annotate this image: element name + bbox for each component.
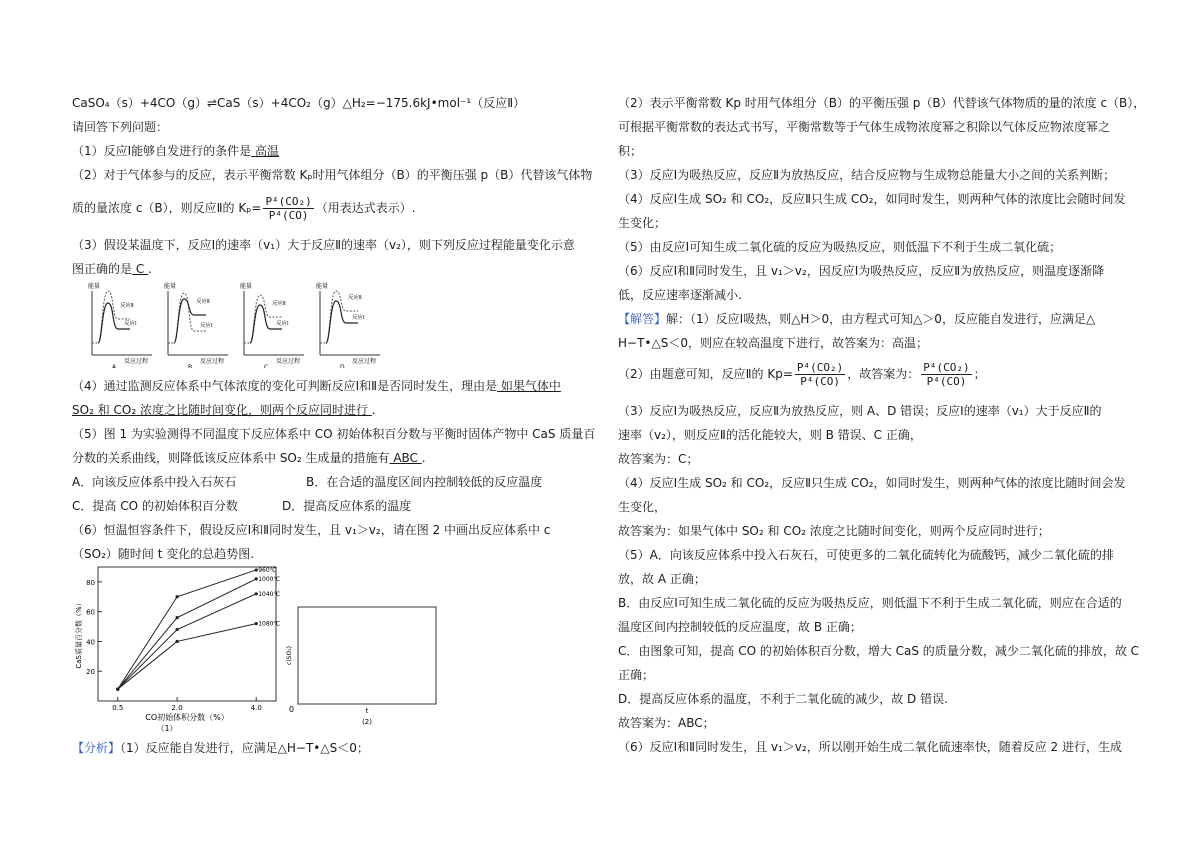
right-line-3: 积；	[618, 144, 643, 158]
options-ab	[72, 474, 543, 490]
answer-4-part2: SO₂ 和 CO₂ 浓度之比随时间变化，则两个反应同时进行	[72, 403, 372, 417]
right-line-19: （5）A．向该反应体系中投入石灰石，可使更多的二氧化硫转化为硫酸钙，减少二氧化硫的排	[618, 548, 1114, 562]
kp-answer-label: ，故答案为：	[847, 367, 920, 381]
question-2-text: 质的量浓度 c（B），则反应Ⅱ的 Kₚ=	[72, 201, 262, 215]
label-reaction-2: 反应Ⅱ	[348, 295, 362, 301]
process-axis-label: 反应过程	[276, 358, 301, 365]
label-reaction-2: 反应Ⅱ	[272, 301, 286, 307]
process-axis-label: 反应过程	[124, 358, 149, 365]
panel-letter: D	[340, 364, 345, 368]
options-cd	[72, 498, 412, 514]
energy-panel-B	[164, 282, 228, 368]
panel-letter: C	[264, 364, 269, 368]
question-6-line2: （SO₂）随时间 t 变化的总趋势图.	[72, 547, 255, 561]
period: .	[371, 403, 376, 417]
answer-text: 解：（1）反应Ⅰ吸热，则△H＞0，由方程式可知△＞0，反应能自发进行，应满足△	[666, 312, 1096, 326]
reaction-equation-2: CaSO₄（s）+4CO（g）⇌CaS（s）+4CO₂（g）△H₂=−175.6kJ•mol⁻¹（反应Ⅱ）	[72, 96, 526, 110]
energy-panel-A	[88, 282, 152, 368]
series-label: 1000℃	[258, 575, 281, 583]
question-3-text: 图正确的是	[72, 262, 133, 276]
right-line-11: H−T•△S＜0，则应在较高温度下进行，故答案为：高温；	[618, 336, 928, 350]
kp-numerator: P⁴(CO₂)	[265, 195, 312, 208]
curve-reaction-2	[92, 291, 130, 343]
energy-panel-C	[240, 282, 304, 368]
series-point	[116, 687, 119, 690]
right-line-2: 可根据平衡常数的表达式书写，平衡常数等于气体生成物浓度幂之积除以气体反应物浓度幂之	[618, 120, 1111, 134]
question-2-line1: （2）对于气体参与的反应，表示平衡常数 Kₚ时用气体组分（B）的平衡压强 p（B）代替该气体物	[72, 168, 593, 182]
right-line-20: 放，故 A 正确；	[618, 572, 706, 586]
figure-2-frame	[298, 607, 436, 704]
question-3-line1: （3）假设某温度下，反应Ⅰ的速率（v₁）大于反应Ⅱ的速率（v₂），则下列反应过程能量变化示意	[72, 238, 575, 252]
question-3-line2	[72, 261, 152, 277]
right-line-22: 温度区间内控制较低的反应温度，故 B 正确；	[618, 620, 862, 634]
right-line-12	[618, 358, 986, 390]
right-line-17: 生变化，	[618, 500, 667, 514]
energy-axis-label: 能量	[88, 283, 101, 290]
right-line-6: 生变化；	[618, 216, 667, 230]
x-tick-label: 2.0	[171, 704, 183, 712]
right-line-21: B．由反应Ⅰ可知生成二氧化硫的反应为吸热反应，则低温下不利于生成二氧化硫，则应在合适的	[618, 596, 1122, 610]
question-4-text: （4）通过监测反应体系中气体浓度的变化可判断反应Ⅰ和Ⅱ是否同时发生，理由是	[72, 379, 498, 393]
series-label: 960℃	[258, 566, 277, 574]
y-tick-label: 60	[86, 608, 95, 617]
question-5-line1: （5）图 1 为实验测得不同温度下反应体系中 CO 初始体积百分数与平衡时固体产物中 CaS 质量百	[72, 427, 596, 441]
kp-intro: （2）由题意可知，反应Ⅱ的 Kp=	[618, 367, 793, 381]
right-line-27: （6）反应Ⅰ和Ⅱ同时发生，且 v₁＞v₂，所以刚开始生成二氧化硫速率快，随着反应 2 进行，生成	[618, 740, 1122, 754]
right-line-5: （4）反应Ⅰ生成 SO₂ 和 CO₂，反应Ⅱ只生成 CO₂，如同时发生，则两种气体的浓度比会随时间发	[618, 192, 1126, 206]
answer-line	[618, 311, 1095, 327]
series-line	[118, 594, 256, 689]
question-1	[72, 143, 279, 159]
answer-tag: 【解答】	[618, 312, 667, 326]
analysis-text: （1）反应能自发进行，应满足△H−T•△S＜0；	[120, 741, 369, 755]
x-tick-label: 4.0	[250, 704, 262, 712]
energy-axis-label: 能量	[240, 283, 253, 290]
right-line-1: （2）表示平衡常数 Kp 时用气体组分（B）的平衡压强 p（B）代替该气体物质的量的浓度 c（B），	[618, 96, 1146, 110]
answer-4-part1: 如果气体中	[497, 379, 561, 393]
right-line-8: （6）反应Ⅰ和Ⅱ同时发生，且 v₁＞v₂，因反应Ⅰ为吸热反应，反应Ⅱ为放热反应，则温度逐渐降	[618, 264, 1105, 278]
label-reaction-2: 反应Ⅱ	[196, 299, 210, 305]
period: .	[148, 262, 152, 276]
x-axis-label: CO初始体积分数（%）	[145, 713, 229, 722]
option-a: A．向该反应体系中投入石灰石	[72, 475, 237, 489]
panel-letter: A	[112, 364, 117, 368]
right-line-13: （3）反应Ⅰ为吸热反应，反应Ⅱ为放热反应，则 A、D 错误；反应Ⅰ的速率（v₁）大于反应Ⅱ的	[618, 404, 1102, 418]
kp-end: ；	[973, 367, 986, 381]
option-b: B．在合适的温度区间内控制较低的反应温度	[306, 475, 543, 489]
x-axis-label: t	[365, 707, 369, 715]
y-axis-label: c(SO₂)	[286, 646, 293, 665]
right-line-14: 速率（v₂），则反应Ⅱ的活化能较大，则 B 错误、C 正确，	[618, 428, 922, 442]
label-reaction-1: 反应Ⅰ	[352, 315, 365, 321]
label-reaction-1: 反应Ⅰ	[200, 323, 213, 329]
kp-numerator-answer: P⁴(CO₂)	[923, 361, 970, 374]
right-line-25: D．提高反应体系的温度，不利于二氧化硫的减少，故 D 错误.	[618, 692, 948, 706]
y-tick-label: 40	[86, 638, 95, 647]
question-4-line2	[72, 402, 376, 418]
answer-1: 高温	[251, 144, 280, 158]
y-tick-label: 80	[86, 578, 95, 587]
energy-panel-D	[316, 282, 380, 368]
energy-diagrams	[86, 281, 386, 368]
analysis-line	[72, 740, 369, 756]
right-line-15: 故答案为：C；	[618, 452, 699, 466]
kp-denominator-right: P⁴(CO)	[800, 375, 840, 388]
right-line-18: 故答案为：如果气体中 SO₂ 和 CO₂ 浓度之比随时间变化，则两个反应同时进行；	[618, 524, 1050, 538]
question-2-line2	[72, 193, 416, 223]
figure-2-caption: (2)	[362, 718, 372, 726]
series-point	[176, 628, 179, 631]
figure-1-caption: （1）	[156, 724, 178, 733]
right-line-26: 故答案为：ABC；	[618, 716, 715, 730]
figure-charts	[72, 563, 442, 740]
right-line-9: 低，反应速率逐渐减小.	[618, 288, 742, 302]
series-label: 1040℃	[258, 590, 281, 598]
kp-fraction	[263, 195, 313, 222]
instruction-text: 请回答下列问题：	[72, 120, 169, 134]
right-line-16: （4）反应Ⅰ生成 SO₂ 和 CO₂，反应Ⅱ只生成 CO₂，如同时发生，则两种气体的浓度比随时间会发	[618, 476, 1126, 490]
question-5-text: 分数的关系曲线，则降低该反应体系中 SO₂ 生成量的措施有	[72, 451, 390, 465]
question-6-line1: （6）恒温恒容条件下，假设反应Ⅰ和Ⅱ同时发生，且 v₁＞v₂，请在图 2 中画出反应体系中 c	[72, 523, 551, 537]
right-line-24: 正确；	[618, 668, 655, 682]
kp-fraction-right	[795, 361, 845, 388]
kp-fraction-answer	[921, 361, 971, 388]
right-line-23: C．由图象可知，提高 CO 的初始体积百分数，增大 CaS 的质量分数，减少二氧化硫的排放，故 C	[618, 644, 1140, 658]
x-tick-label: 0.5	[112, 704, 124, 712]
label-reaction-1: 反应Ⅰ	[124, 321, 137, 327]
origin-label: 0	[289, 705, 295, 714]
series-label: 1080℃	[258, 620, 281, 628]
right-line-7: （5）由反应Ⅰ可知生成二氧化硫的反应为吸热反应，则低温下不利于生成二氧化硫；	[618, 240, 1062, 254]
series-line	[118, 570, 256, 689]
label-reaction-1: 反应Ⅰ	[276, 321, 289, 327]
panel-letter: B	[188, 364, 193, 368]
process-axis-label: 反应过程	[200, 358, 225, 365]
analysis-tag: 【分析】	[72, 741, 121, 755]
answer-5: ABC	[389, 451, 422, 465]
energy-axis-label: 能量	[164, 283, 177, 290]
series-point	[176, 595, 179, 598]
y-axis-label: CaS质量百分数（%）	[75, 599, 83, 669]
question-5-line2	[72, 450, 426, 466]
question-1-text: （1）反应Ⅰ能够自发进行的条件是	[72, 144, 252, 158]
option-c: C．提高 CO 的初始体积百分数	[72, 499, 238, 513]
series-point	[176, 616, 179, 619]
label-reaction-2: 反应Ⅱ	[120, 303, 134, 309]
kp-denominator-answer: P⁴(CO)	[926, 375, 967, 388]
series-point	[176, 640, 179, 643]
question-2-suffix: （用表达式表示）.	[315, 201, 416, 215]
kp-numerator-right: P⁴(CO₂)	[796, 361, 844, 374]
process-axis-label: 反应过程	[352, 358, 377, 365]
option-d: D．提高反应体系的温度	[282, 499, 412, 513]
period: .	[421, 451, 426, 465]
answer-3: C	[132, 262, 149, 276]
energy-axis-label: 能量	[316, 283, 329, 290]
y-tick-label: 20	[86, 668, 95, 677]
curve-reaction-1	[174, 299, 206, 343]
right-line-4: （3）反应Ⅰ为吸热反应，反应Ⅱ为放热反应，结合反应物与生成物总能量大小之间的关系判断；	[618, 168, 1116, 182]
kp-denominator: P⁴(CO)	[268, 209, 309, 222]
question-4-line1	[72, 378, 561, 394]
